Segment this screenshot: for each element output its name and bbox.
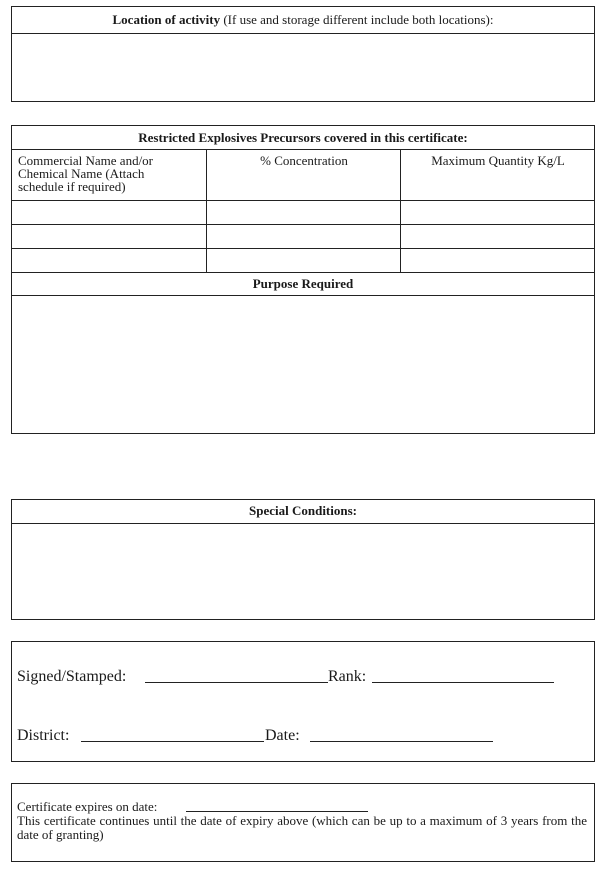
location-section xyxy=(11,6,595,102)
column-header-max-quantity: Maximum Quantity Kg/L xyxy=(431,153,565,168)
column-header-name: Commercial Name and/or Chemical Name (Attach schedule if required) xyxy=(18,153,154,194)
district-field[interactable] xyxy=(81,741,264,742)
table-row[interactable] xyxy=(12,249,594,272)
location-label-rest: (If use and storage different include both locations): xyxy=(220,12,494,27)
precursors-section xyxy=(11,125,595,434)
special-conditions-section xyxy=(11,499,595,620)
purpose-entry-area[interactable] xyxy=(12,296,594,433)
rank-label: Rank: xyxy=(328,668,367,685)
expiry-date-label: Certificate expires on date: xyxy=(17,799,158,814)
rank-field[interactable] xyxy=(372,682,554,683)
precursors-title-divider xyxy=(12,149,594,150)
special-conditions-entry-area[interactable] xyxy=(12,524,594,619)
location-header xyxy=(12,12,594,28)
date-label: Date: xyxy=(265,727,300,744)
date-field[interactable] xyxy=(310,741,493,742)
expiry-date-field[interactable] xyxy=(186,811,368,812)
signed-stamped-field[interactable] xyxy=(145,682,328,683)
table-row[interactable] xyxy=(12,225,594,248)
expiry-section xyxy=(11,783,595,862)
district-label: District: xyxy=(17,727,70,744)
column-header-concentration: % Concentration xyxy=(260,153,348,168)
location-entry-area[interactable] xyxy=(12,34,594,101)
special-conditions-title: Special Conditions: xyxy=(249,503,357,518)
table-row[interactable] xyxy=(12,201,594,224)
signed-stamped-label: Signed/Stamped: xyxy=(17,668,127,685)
purpose-title: Purpose Required xyxy=(252,276,354,291)
precursors-title: Restricted Explosives Precursors covered in this certificate: xyxy=(138,130,468,145)
location-label-bold: Location of activity xyxy=(112,12,221,27)
row-divider-3 xyxy=(12,272,594,273)
signature-section xyxy=(11,641,595,762)
expiry-note: This certificate continues until the date of expiry above (which can be up to a maximum of 3 years from the date of granting) xyxy=(17,813,587,842)
